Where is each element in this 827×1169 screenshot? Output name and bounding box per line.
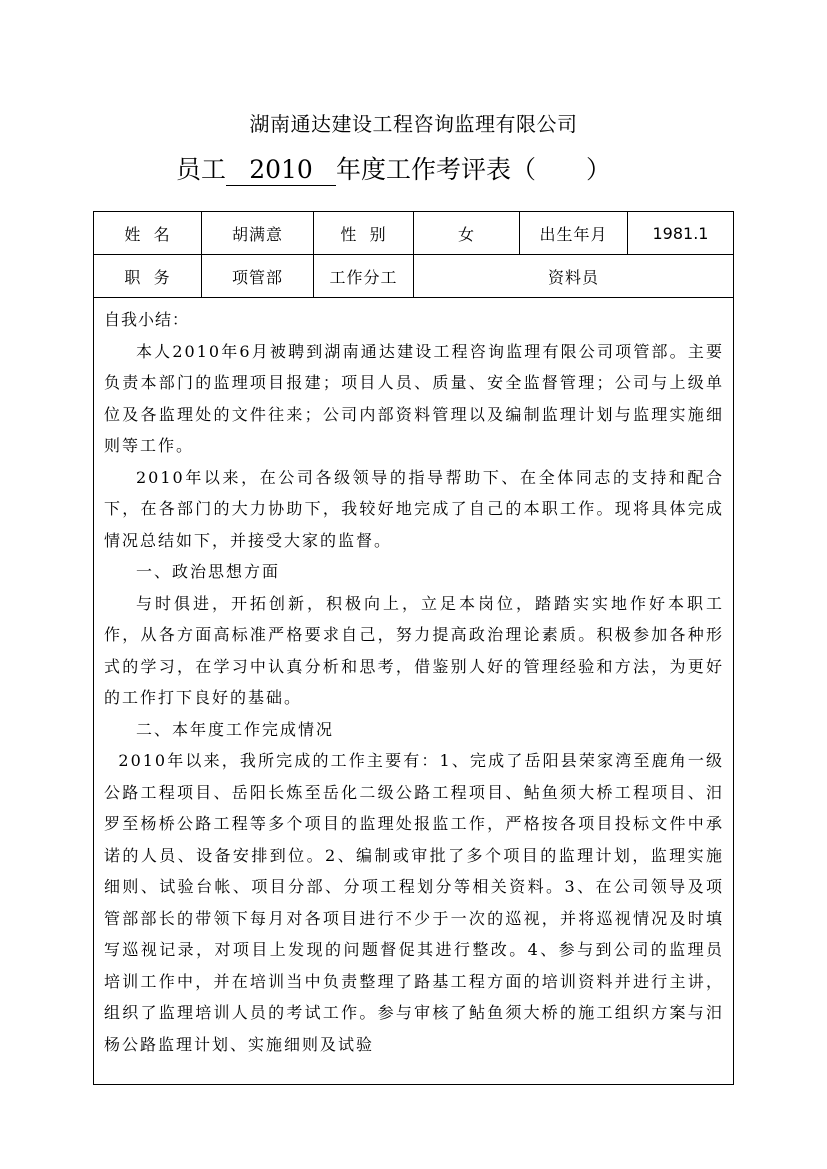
name-label: 姓 名 xyxy=(94,212,202,255)
position-value: 项管部 xyxy=(202,255,314,298)
division-value: 资料员 xyxy=(414,255,734,298)
summary-paragraph: 2010年以来，在公司各级领导的指导帮助下、在全体同志的支持和配合下，在各部门的大力协助下，我较好地完成了自己的本职工作。现将具体完成情况总结如下，并接受大家的监督。 xyxy=(104,467,724,550)
title-prefix: 员工 xyxy=(176,155,227,184)
title-year: 2010 xyxy=(226,155,336,186)
gender-value: 女 xyxy=(414,212,520,255)
section-heading: 二、本年度工作完成情况 xyxy=(136,719,335,739)
summary-paragraph: 2010年以来，我所完成的工作主要有：1、完成了岳阳县荣家湾至鹿角一级公路工程项目、岳阳长炼至岳化二级公路工程项目、鲇鱼须大桥工程项目、汨罗至杨桥公路工程等多个项目的监理处报监工作，严格按各项目投标文件中承诺的人员、设备安排到位。2、编制或审批了多个项目的监理计划，监理实施细则、试验台帐、项目分部、分项工程划分等相关资料。3、在公司领导及项管部部长的带领下每月对各项目进行不少于一次的巡视，并将巡视情况及时填写巡视记录，对项目上发现的问题督促其进行整改。4、参与到公司的监理员培训工作中，并在培训当中负责整理了路基工程方面的培训资料并进行主讲，组织了监理培训人员的考试工作。参与审核了鲇鱼须大桥的施工组织方案与汨杨公路监理计划、实施细则及试验 xyxy=(104,751,724,1054)
division-label: 工作分工 xyxy=(314,255,414,298)
name-value: 胡满意 xyxy=(202,212,314,255)
title-close: ） xyxy=(586,155,612,184)
birth-value: 1981.1 xyxy=(628,212,734,255)
company-name: 湖南通达建设工程咨询监理有限公司 xyxy=(249,112,578,136)
summary-paragraph: 与时俱进，开拓创新，积极向上，立足本岗位，踏踏实实地作好本职工作，从各方面高标准严格要求自己，努力提高政治理论素质。积极参加各种形式的学习，在学习中认真分析和思考，借鉴别人好的管理经验和方法，为更好的工作打下良好的基础。 xyxy=(104,593,724,707)
row-basic-info xyxy=(94,212,734,255)
summary-paragraph: 本人2010年6月被聘到湖南通达建设工程咨询监理有限公司项管部。主要负责本部门的监理项目报建；项目人员、质量、安全监督管理；公司与上级单位及各监理处的文件往来；公司内部资料管理以及编制监理计划与监理实施细则等工作。 xyxy=(104,341,724,455)
evaluation-table xyxy=(93,211,734,1085)
row-summary xyxy=(94,298,734,1085)
birth-label: 出生年月 xyxy=(520,212,628,255)
row-position xyxy=(94,255,734,298)
gender-label: 性 别 xyxy=(314,212,414,255)
form-title xyxy=(176,150,611,190)
position-label: 职 务 xyxy=(94,255,202,298)
title-suffix: 年度工作考评表（ xyxy=(336,155,537,184)
section-heading: 一、政治思想方面 xyxy=(136,562,281,581)
summary-heading: 自我小结： xyxy=(104,310,190,329)
self-summary-cell xyxy=(94,298,734,1085)
